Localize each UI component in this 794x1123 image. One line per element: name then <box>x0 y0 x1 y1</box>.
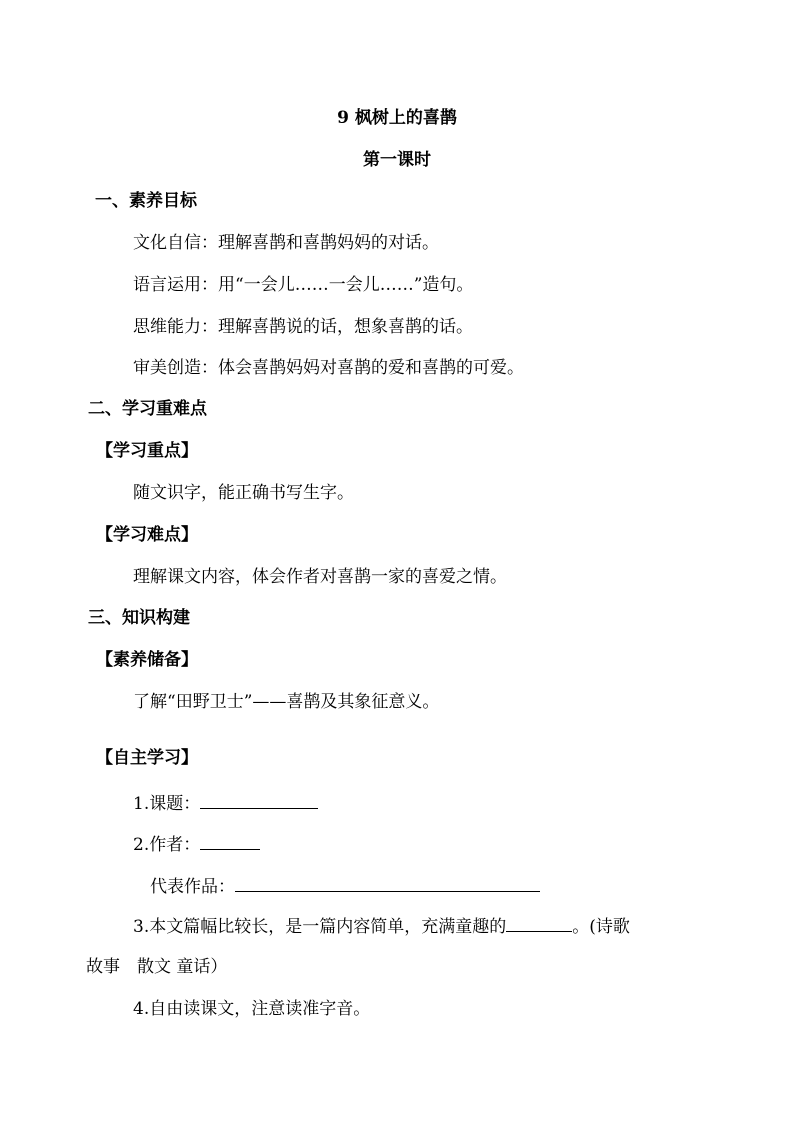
section-heading-goals: 一、素养目标 <box>95 191 197 211</box>
prep-text: 了解“田野卫士”——喜鹊及其象征意义。 <box>133 692 440 712</box>
prep-label: 【素养储备】 <box>96 650 198 670</box>
question-1-text: 1.课题： <box>133 794 201 814</box>
fill-blank-genre[interactable] <box>506 913 572 932</box>
fill-blank-title[interactable] <box>200 790 318 809</box>
difficulty-label: 【学习难点】 <box>96 525 198 545</box>
section-heading-knowledge: 三、知识构建 <box>88 608 190 628</box>
goal-item: 审美创造：体会喜鹊妈妈对喜鹊的爱和喜鹊的可爱。 <box>133 358 524 378</box>
question-3 <box>133 913 630 939</box>
goal-item: 语言运用：用“一会儿……一会儿……”造句。 <box>133 275 474 295</box>
self-study-label: 【自主学习】 <box>96 748 198 768</box>
question-1 <box>133 790 318 816</box>
question-3-prefix: 3.本文篇幅比较长，是一篇内容简单，充满童趣的 <box>133 917 507 937</box>
difficulty-text: 理解课文内容，体会作者对喜鹊一家的喜爱之情。 <box>133 567 507 587</box>
document-title: 9 枫树上的喜鹊 <box>337 108 457 128</box>
works-label: 代表作品： <box>150 877 235 897</box>
focus-label: 【学习重点】 <box>96 441 198 461</box>
section-heading-keypoints: 二、学习重难点 <box>88 399 207 419</box>
goal-item: 文化自信：理解喜鹊和喜鹊妈妈的对话。 <box>133 233 439 253</box>
question-3-suffix: 。(诗歌 <box>572 917 630 937</box>
fill-blank-works[interactable] <box>235 873 540 892</box>
document-subtitle: 第一课时 <box>363 150 431 170</box>
question-3-options: 故事 散文 童话） <box>86 957 228 977</box>
focus-text: 随文识字，能正确书写生字。 <box>133 483 354 503</box>
goal-item: 思维能力：理解喜鹊说的话，想象喜鹊的话。 <box>133 317 473 337</box>
question-2-text: 2.作者： <box>133 835 201 855</box>
question-2 <box>133 831 260 857</box>
question-4: 4.自由读课文，注意读准字音。 <box>133 999 371 1019</box>
fill-blank-author[interactable] <box>200 831 260 850</box>
question-2-works <box>150 873 540 899</box>
